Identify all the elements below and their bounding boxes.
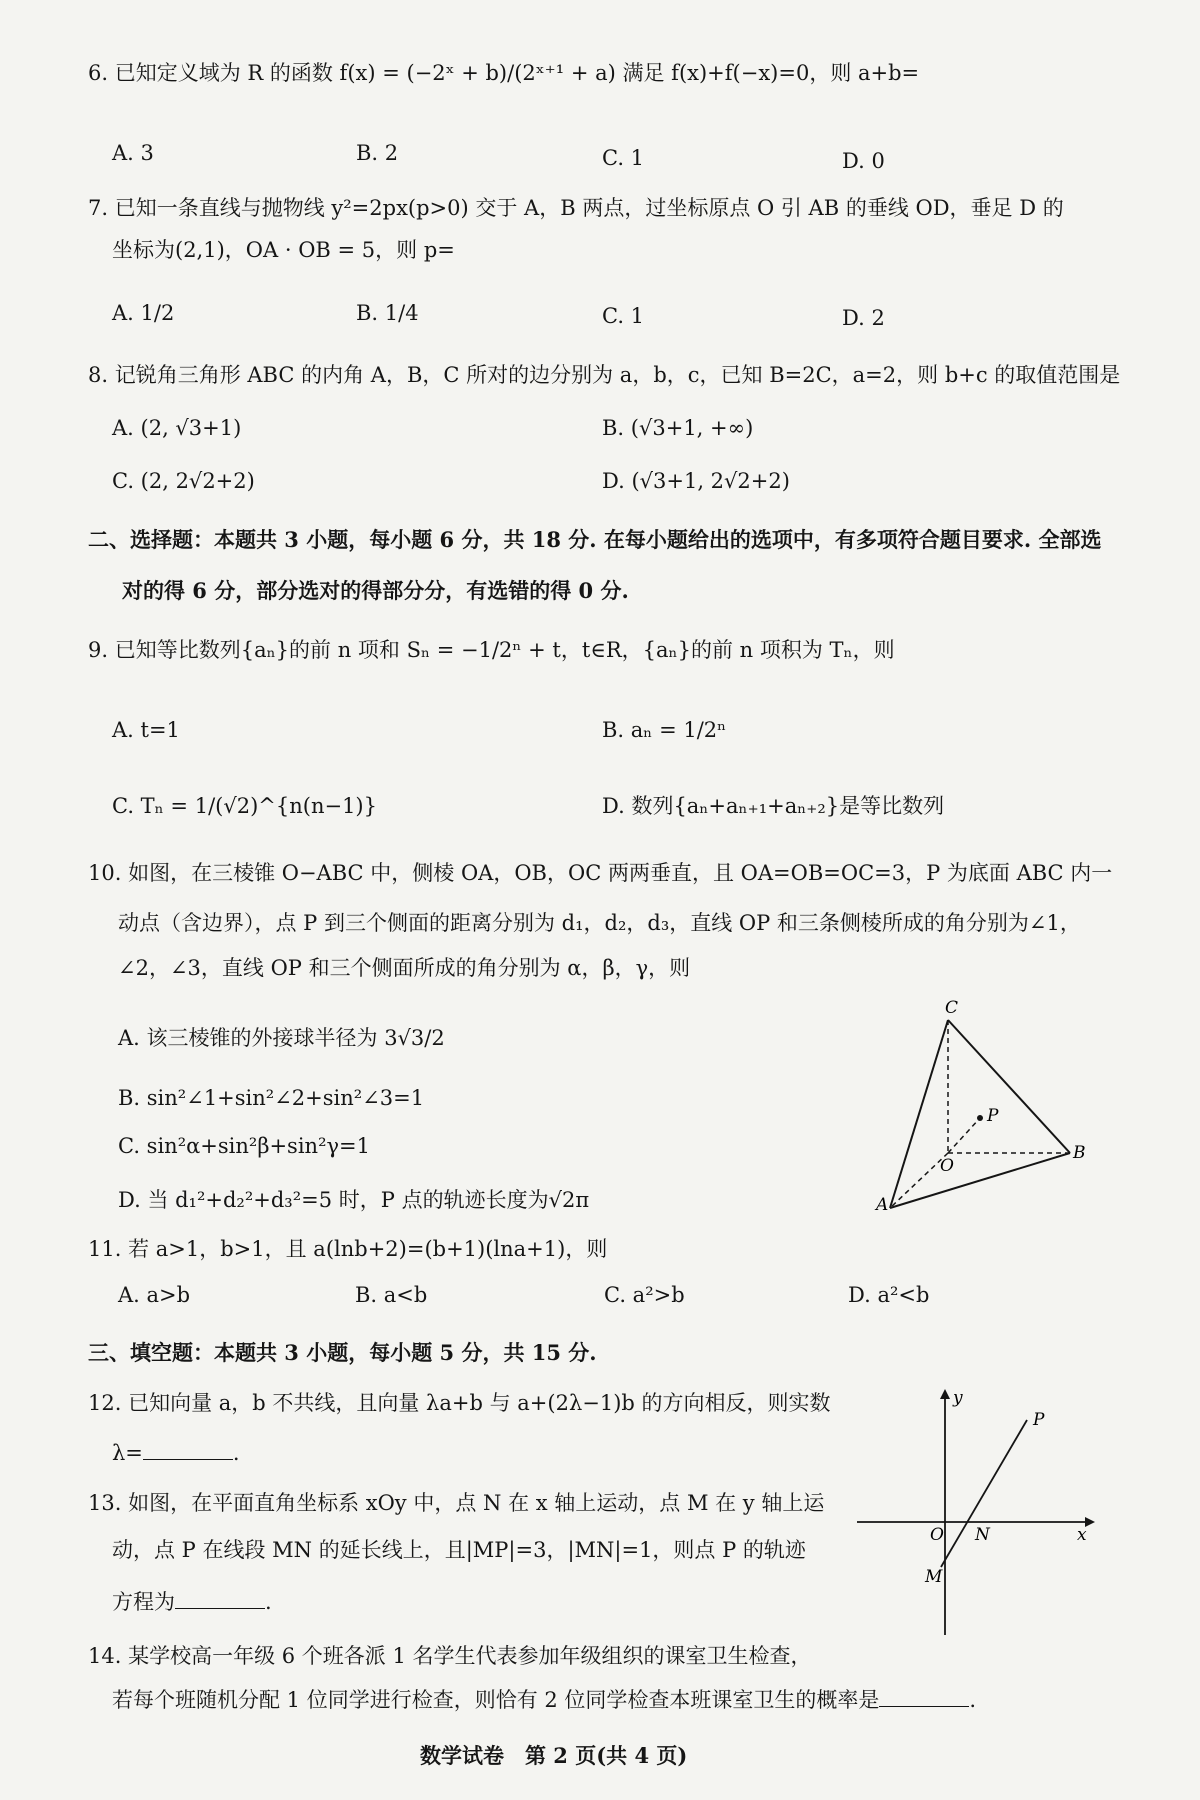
y-axis-arrow-icon bbox=[940, 1389, 950, 1399]
question-10-line2: 动点（含边界），点 P 到三个侧面的距离分别为 d₁，d₂，d₃，直线 OP 和三条侧棱所成的角分别为∠1， bbox=[118, 911, 1081, 935]
question-14-line1: 14. 某学校高一年级 6 个班各派 1 名学生代表参加年级组织的课室卫生检查， bbox=[88, 1644, 812, 1668]
q6-option-b: B. 2 bbox=[356, 141, 399, 165]
q10-option-b: B. sin²∠1+sin²∠2+sin²∠3=1 bbox=[118, 1086, 425, 1110]
section-2-line2: 对的得 6 分，部分选对的得部分分，有选错的得 0 分. bbox=[122, 578, 629, 603]
label-y: y bbox=[953, 1388, 963, 1408]
label-p: P bbox=[1033, 1410, 1045, 1430]
q6-option-c: C. 1 bbox=[602, 146, 645, 170]
q11-option-b: B. a<b bbox=[355, 1283, 428, 1307]
question-6-text: 6. 已知定义域为 R 的函数 f(x) = (−2ˣ + b)/(2ˣ⁺¹ + a) 满足 f(x)+f(−x)=0，则 a+b= bbox=[88, 61, 920, 85]
question-12-line1: 12. 已知向量 a，b 不共线，且向量 λa+b 与 a+(2λ−1)b 的方向相反，则实数 bbox=[88, 1391, 831, 1415]
q7-option-a: A. 1/2 bbox=[112, 301, 175, 325]
question-10-line1: 10. 如图，在三棱锥 O−ABC 中，侧棱 OA，OB，OC 两两垂直，且 OA=OB=OC=3，P 为底面 ABC 内一 bbox=[88, 861, 1113, 885]
q13-answer-blank bbox=[175, 1608, 265, 1609]
q7-option-c: C. 1 bbox=[602, 304, 645, 328]
question-13-line1: 13. 如图，在平面直角坐标系 xOy 中，点 N 在 x 轴上运动，点 M 在 y 轴上运 bbox=[88, 1491, 825, 1515]
label-b: B bbox=[1073, 1143, 1086, 1163]
q11-option-c: C. a²>b bbox=[604, 1283, 685, 1307]
label-a: A bbox=[876, 1195, 889, 1215]
edge-ab bbox=[890, 1153, 1070, 1208]
question-11: 11. 若 a>1，b>1，且 a(lnb+2)=(b+1)(lna+1)，则 bbox=[88, 1237, 608, 1261]
q8-option-a: A. (2, √3+1) bbox=[112, 416, 242, 440]
question-14-line2-text: 若每个班随机分配 1 位同学进行检查，则恰有 2 位同学检查本班课室卫生的概率是 bbox=[112, 1688, 880, 1712]
label-p: P bbox=[987, 1106, 999, 1126]
question-13-line2: 动，点 P 在线段 MN 的延长线上，且|MP|=3，|MN|=1，则点 P 的轨迹 bbox=[112, 1538, 806, 1562]
q11-option-a: A. a>b bbox=[118, 1283, 191, 1307]
q14-answer-blank bbox=[879, 1706, 969, 1707]
q9-option-d: D. 数列{aₙ+aₙ₊₁+aₙ₊₂}是等比数列 bbox=[602, 794, 945, 818]
q10-option-d: D. 当 d₁²+d₂²+d₃²=5 时，P 点的轨迹长度为√2π bbox=[118, 1188, 590, 1212]
question-7-line2: 坐标为(2,1)，OA · OB = 5，则 p= bbox=[112, 238, 455, 262]
q7-option-b: B. 1/4 bbox=[356, 301, 419, 325]
question-12-line2: λ= . bbox=[112, 1441, 240, 1465]
q12-answer-blank bbox=[143, 1459, 233, 1460]
page-footer: 数学试卷 第 2 页(共 4 页) bbox=[420, 1743, 688, 1768]
q6-option-d: D. 0 bbox=[842, 149, 885, 173]
q8-option-c: C. (2, 2√2+2) bbox=[112, 469, 255, 493]
q9-option-b: B. aₙ = 1/2ⁿ bbox=[602, 718, 727, 742]
question-8: 8. 记锐角三角形 ABC 的内角 A，B，C 所对的边分别为 a，b，c，已知 B=2C，a=2，则 b+c 的取值范围是 bbox=[88, 363, 1121, 387]
question-6 bbox=[88, 60, 919, 86]
label-c: C bbox=[945, 998, 959, 1018]
q10-option-a: A. 该三棱锥的外接球半径为 3√3/2 bbox=[118, 1026, 445, 1050]
label-n: N bbox=[975, 1525, 990, 1545]
point-p-dot bbox=[977, 1115, 983, 1121]
label-x: x bbox=[1077, 1525, 1087, 1545]
label-m: M bbox=[925, 1567, 943, 1587]
q10-option-c: C. sin²α+sin²β+sin²γ=1 bbox=[118, 1134, 370, 1158]
q8-option-d: D. (√3+1, 2√2+2) bbox=[602, 469, 790, 493]
label-o: O bbox=[930, 1525, 944, 1545]
tetrahedron-figure bbox=[870, 995, 1095, 1220]
question-9: 9. 已知等比数列{aₙ}的前 n 项和 Sₙ = −1/2ⁿ + t，t∈R，{aₙ}的前 n 项积为 Tₙ，则 bbox=[88, 638, 895, 662]
q7-option-d: D. 2 bbox=[842, 306, 885, 330]
question-13-line3: 方程为 . bbox=[112, 1590, 272, 1614]
coordinate-figure bbox=[855, 1385, 1095, 1640]
q9-option-c: C. Tₙ = 1/(√2)^{n(n−1)} bbox=[112, 794, 377, 818]
section-3: 三、填空题：本题共 3 小题，每小题 5 分，共 15 分. bbox=[88, 1340, 597, 1365]
label-o: O bbox=[940, 1156, 954, 1176]
q8-option-b: B. (√3+1, +∞) bbox=[602, 416, 754, 440]
q6-option-a: A. 3 bbox=[112, 141, 154, 165]
q11-option-d: D. a²<b bbox=[848, 1283, 930, 1307]
segment-op bbox=[948, 1118, 980, 1153]
question-13-line3-text: 方程为 bbox=[112, 1590, 175, 1614]
question-14-line2: 若每个班随机分配 1 位同学进行检查，则恰有 2 位同学检查本班课室卫生的概率是 . bbox=[112, 1688, 977, 1712]
section-2-line1: 二、选择题：本题共 3 小题，每小题 6 分，共 18 分. 在每小题给出的选项中，有多项符合题目要求. 全部选 bbox=[88, 527, 1102, 552]
question-10-line3: ∠2，∠3，直线 OP 和三个侧面所成的角分别为 α，β，γ，则 bbox=[118, 956, 691, 980]
q9-option-a: A. t=1 bbox=[112, 718, 180, 742]
question-7-line1: 7. 已知一条直线与抛物线 y²=2px(p>0) 交于 A，B 两点，过坐标原点 O 引 AB 的垂线 OD，垂足 D 的 bbox=[88, 196, 1064, 220]
question-12-line2-text: λ= bbox=[112, 1441, 143, 1465]
